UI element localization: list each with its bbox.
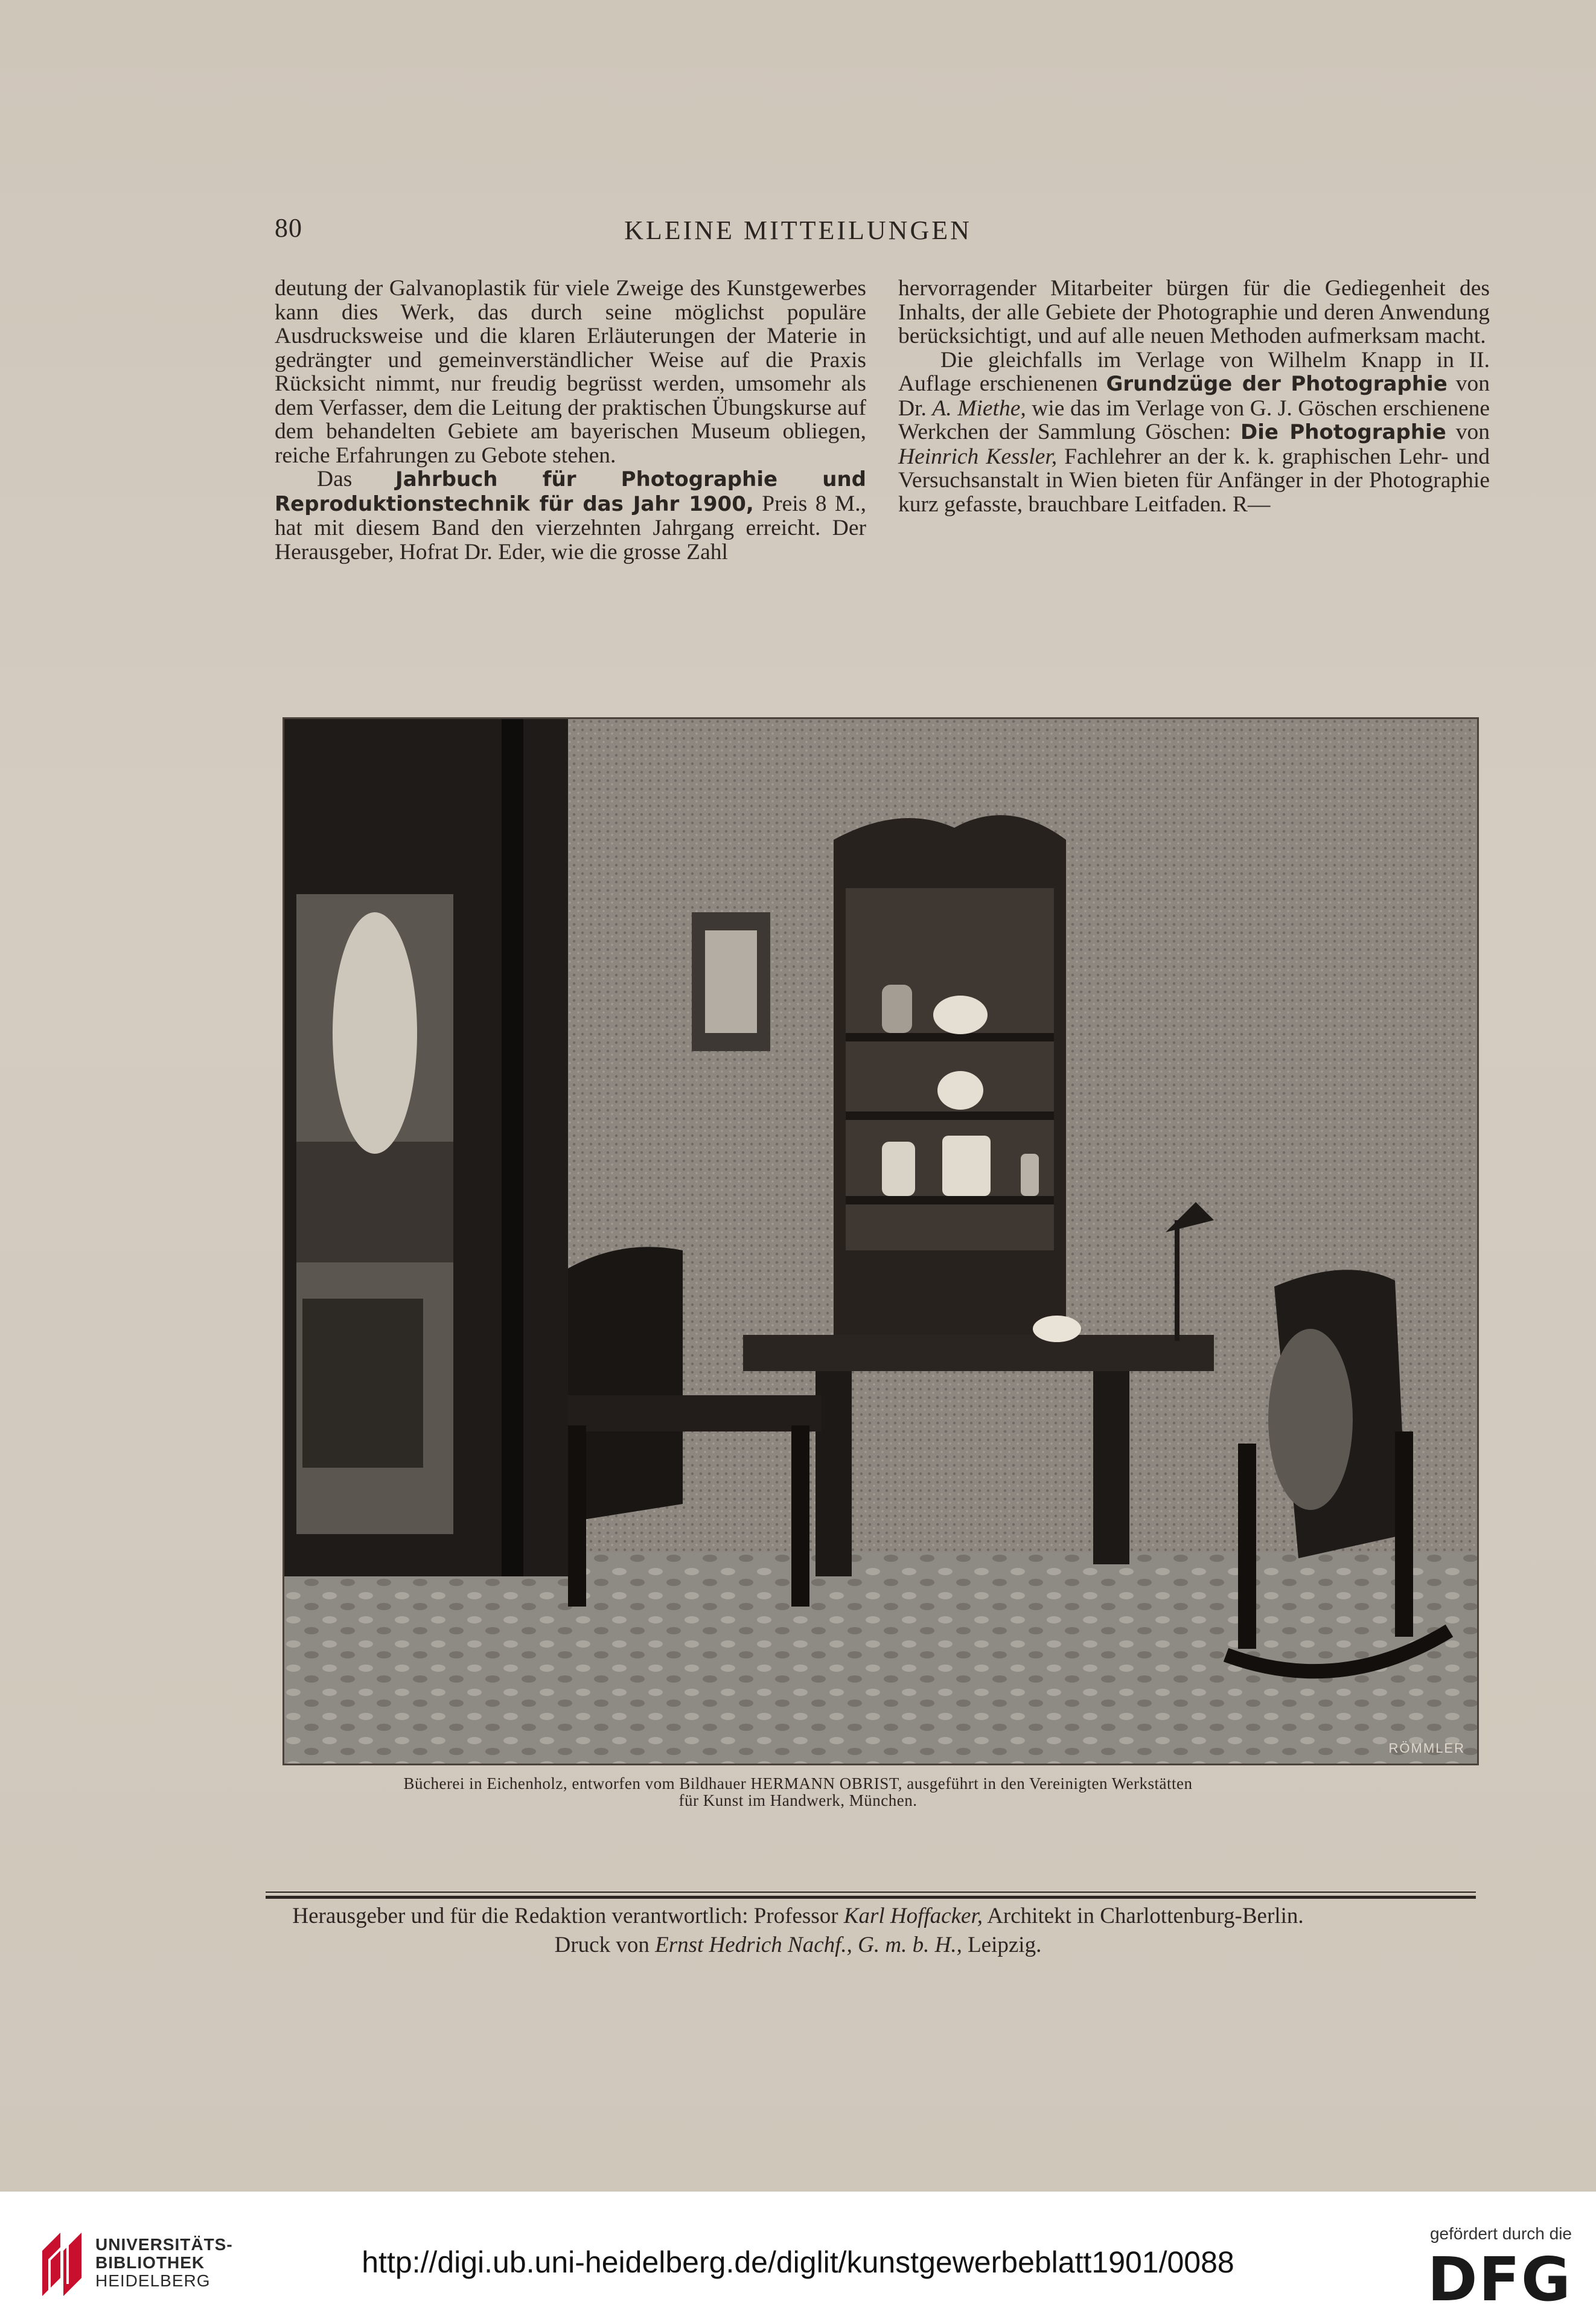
editor-name: Karl Hoffacker, — [843, 1904, 983, 1928]
photo-illustration — [284, 719, 1477, 1764]
left-column — [275, 277, 866, 564]
text-run: Das — [317, 467, 396, 491]
caption-line-1: Bücherei in Eichenholz, entworfen vom Bildhauer HERMANN OBRIST, ausgeführt in den Vereinigten Werkstätten — [403, 1774, 1193, 1793]
imprint-line-2 — [0, 1931, 1596, 1960]
bold-title-jahrbuch: Jahrbuch für Photographie und Reproduktionstechnik für das Jahr 1900, — [275, 467, 866, 516]
page-number: 80 — [275, 213, 302, 243]
bold-title-grundzuege: Grundzüge der Photographie — [1106, 372, 1448, 396]
imprint — [0, 1902, 1596, 1960]
right-column — [898, 277, 1490, 516]
source-url-link[interactable]: http://digi.ub.uni-heidelberg.de/diglit/kunstgewerbeblatt1901/0088 — [362, 2245, 1234, 2279]
separator-rule-thin — [266, 1892, 1476, 1893]
text-run: wie das im Verlage von G. J. Göschen erschienene Werkchen der Sammlung Göschen: — [898, 395, 1490, 444]
library-line-2: BIBLIOTHEK — [95, 2253, 205, 2272]
text-run: von — [1446, 420, 1490, 444]
library-line-1: UNIVERSITÄTS- — [95, 2235, 233, 2254]
text-run: Architekt in Charlottenburg-Berlin. — [983, 1904, 1304, 1928]
right-paragraph-1: hervorragender Mitarbeiter bürgen für die Gediegenheit des Inhalts, der alle Gebiete der Photographie und deren Anwendung berücksichtigt, und auf alle neuen Methoden aufmerksam macht. — [898, 276, 1490, 348]
dfg-logo: DFG — [1427, 2244, 1572, 2315]
library-line-3: HEIDELBERG — [95, 2271, 211, 2290]
photographer-signature: RÖMMLER — [1388, 1741, 1465, 1756]
right-paragraph-2 — [898, 348, 1490, 517]
text-run: Die gleichfalls im Verlage von Wilhelm Knapp in II. Auflage erschienenen — [898, 347, 1490, 396]
interior-photograph — [282, 717, 1479, 1765]
digitization-footer — [0, 2192, 1596, 2322]
author-miethe: A. Miethe, — [932, 395, 1026, 421]
left-paragraph-1: deutung der Galvanoplastik für viele Zweige des Kunstgewerbes kann dies Werk, das durch seine möglichst populäre Ausdrucksweise und die klaren Erläuterungen der Materie in gedrängter und gemeinverständlicher Weise auf die Praxis Rücksicht nimmt, nur freudig begrüsst werden, umsomehr als dem Verfasser, dem die Leitung der praktischen Übungskurse auf dem behandelten Gebiete am bayerischen Museum obliegen, reiche Erfahrungen zu Gebote stehen. — [275, 276, 866, 468]
photo-caption — [0, 1775, 1596, 1809]
bold-title-photographie: Die Photographie — [1240, 420, 1446, 444]
funded-by-label: gefördert durch die — [1429, 2224, 1572, 2243]
text-run: Herausgeber und für die Redaktion verantwortlich: Professor — [292, 1904, 844, 1928]
running-head: KLEINE MITTEILUNGEN — [624, 216, 972, 245]
caption-line-2: für Kunst im Handwerk, München. — [678, 1791, 918, 1809]
text-run: Fachlehrer an der k. k. graphischen Lehr- und Versuchsanstalt in Wien bieten für Anfänger in der Photographie kurz gefasste, brauchbare Leitfaden. R— — [898, 444, 1490, 517]
left-paragraph-2 — [275, 467, 866, 564]
imprint-line-1 — [0, 1902, 1596, 1931]
separator-rule-thick — [266, 1896, 1476, 1899]
text-run: Leipzig. — [962, 1933, 1042, 1957]
text-run: Preis 8 M., hat mit diesem Band den vierzehnten Jahrgang erreicht. Der Herausgeber, Hofrat Dr. Eder, wie die grosse Zahl — [275, 491, 867, 565]
printer-name: Ernst Hedrich Nachf., G. m. b. H., — [655, 1933, 962, 1957]
author-kessler: Heinrich Kessler, — [898, 444, 1058, 469]
text-run: Druck von — [554, 1933, 656, 1957]
text-run: von Dr. — [898, 371, 1490, 421]
